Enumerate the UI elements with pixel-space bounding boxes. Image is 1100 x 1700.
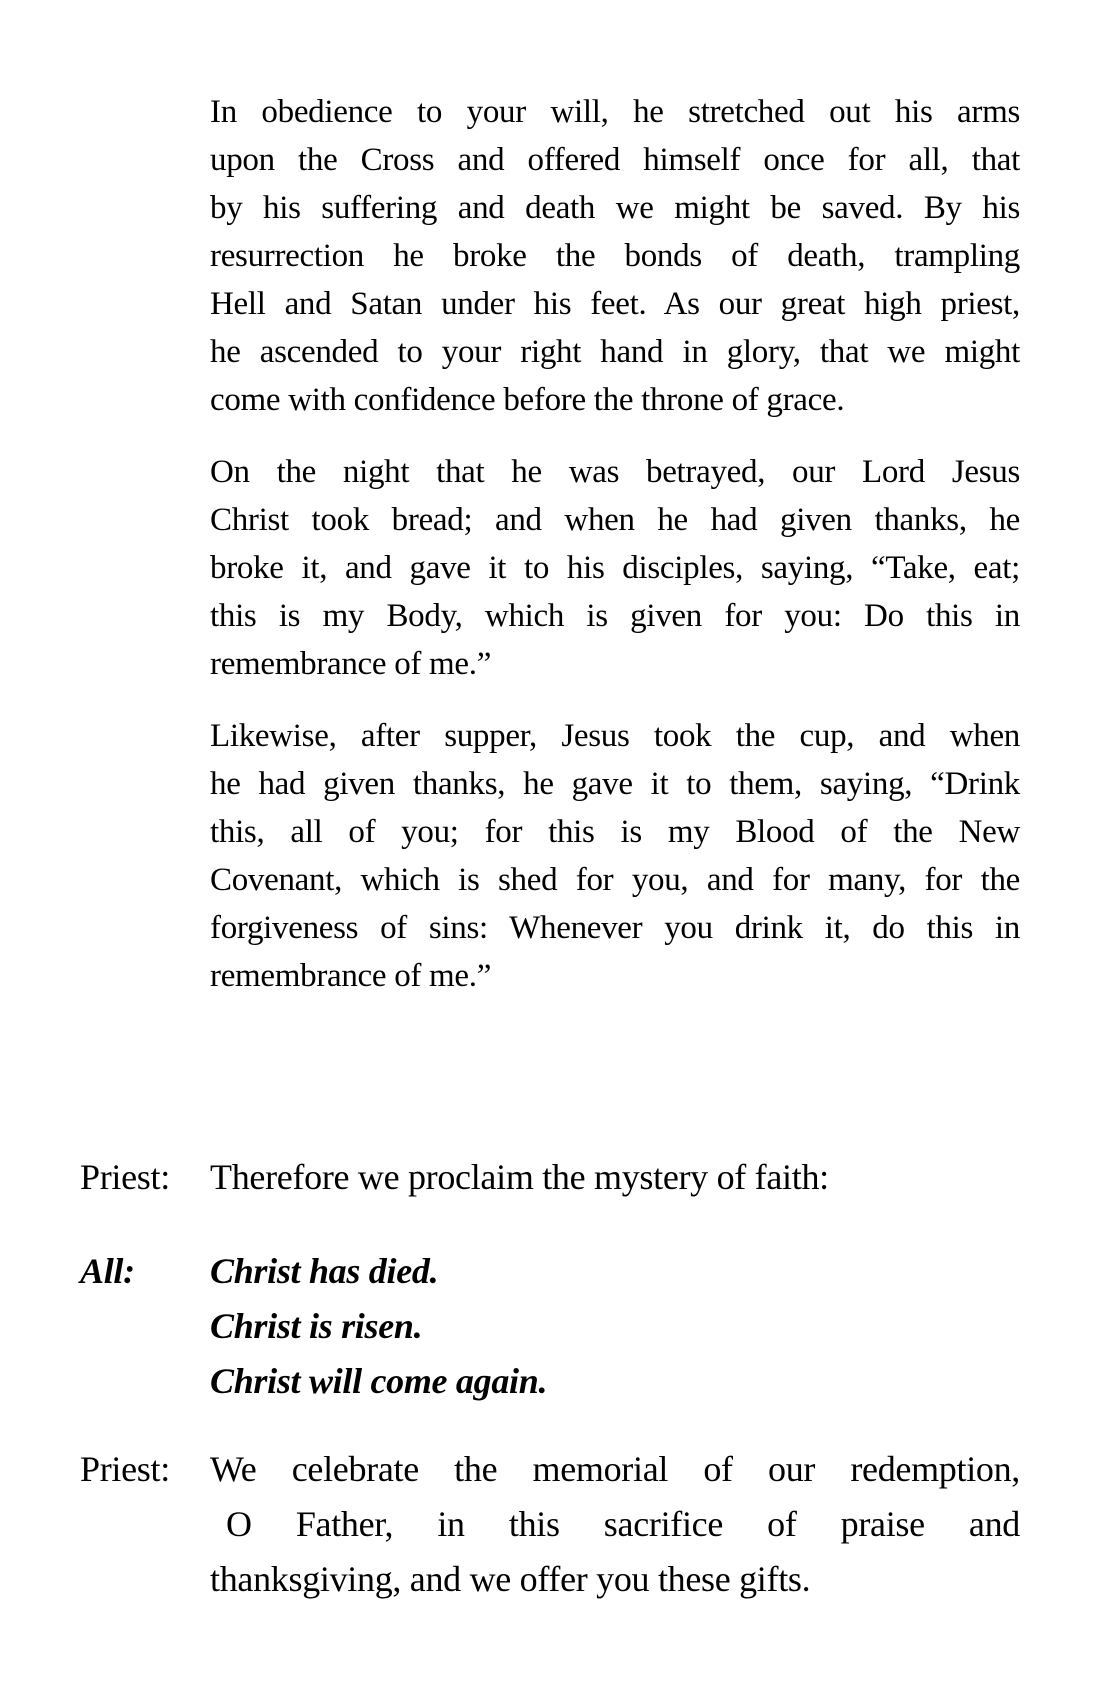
- speaker-label-priest: Priest:: [80, 1449, 170, 1489]
- prayer-line: this, all of you; for this is my Blood of the New: [210, 814, 1020, 850]
- prayer-line: he had given thanks, he gave it to them, saying, “Drink: [210, 766, 1020, 802]
- dialogue-content: [210, 1150, 1020, 1205]
- prayer-paragraph-obedience: [210, 88, 1020, 424]
- prayer-line: broke it, and gave it to his disciples, saying, “Take, eat;: [210, 550, 1020, 586]
- prayer-line: come with confidence before the throne of grace.: [210, 382, 845, 418]
- dialogue-all-acclamation: [80, 1244, 1020, 1409]
- dialogue-line: Christ will come again.: [210, 1361, 548, 1401]
- eucharistic-prayer-paragraphs: [210, 88, 1020, 1000]
- prayer-paragraph-bread: [210, 448, 1020, 688]
- prayer-line: In obedience to your will, he stretched out his arms: [210, 94, 1020, 130]
- prayer-line: resurrection he broke the bonds of death, trampling: [210, 238, 1020, 274]
- prayer-line: forgiveness of sins: Whenever you drink it, do this in: [210, 910, 1020, 946]
- dialogue-content: [210, 1442, 1020, 1607]
- dialogue-section: [80, 1150, 1020, 1607]
- dialogue-line: Christ has died.: [210, 1251, 439, 1291]
- prayer-line: Covenant, which is shed for you, and for many, for the: [210, 862, 1020, 898]
- prayer-line: upon the Cross and offered himself once for all, that: [210, 142, 1020, 178]
- dialogue-line: thanksgiving, and we offer you these gifts.: [210, 1559, 811, 1599]
- dialogue-priest-mystery: [80, 1150, 1020, 1205]
- prayer-line: this is my Body, which is given for you: Do this in: [210, 598, 1020, 634]
- prayer-line: Christ took bread; and when he had given thanks, he: [210, 502, 1020, 538]
- prayer-line: On the night that he was betrayed, our Lord Jesus: [210, 454, 1020, 490]
- prayer-line: he ascended to your right hand in glory, that we might: [210, 334, 1020, 370]
- dialogue-line: O Father, in this sacrifice of praise and: [226, 1504, 1020, 1544]
- dialogue-priest-celebration: [80, 1442, 1020, 1607]
- dialogue-line: Christ is risen.: [210, 1306, 423, 1346]
- prayer-line: Hell and Satan under his feet. As our great high priest,: [210, 286, 1020, 322]
- prayer-line: Likewise, after supper, Jesus took the cup, and when: [210, 718, 1020, 754]
- prayer-line: by his suffering and death we might be saved. By his: [210, 190, 1020, 226]
- dialogue-content: [210, 1244, 1020, 1409]
- dialogue-line: We celebrate the memorial of our redemption,: [210, 1449, 1020, 1489]
- speaker-label-priest: Priest:: [80, 1157, 170, 1197]
- dialogue-line: Therefore we proclaim the mystery of faith:: [210, 1157, 829, 1197]
- prayer-paragraph-cup: [210, 712, 1020, 1000]
- prayer-line: remembrance of me.”: [210, 958, 492, 994]
- speaker-label-all: All:: [80, 1251, 135, 1291]
- prayer-line: remembrance of me.”: [210, 646, 492, 682]
